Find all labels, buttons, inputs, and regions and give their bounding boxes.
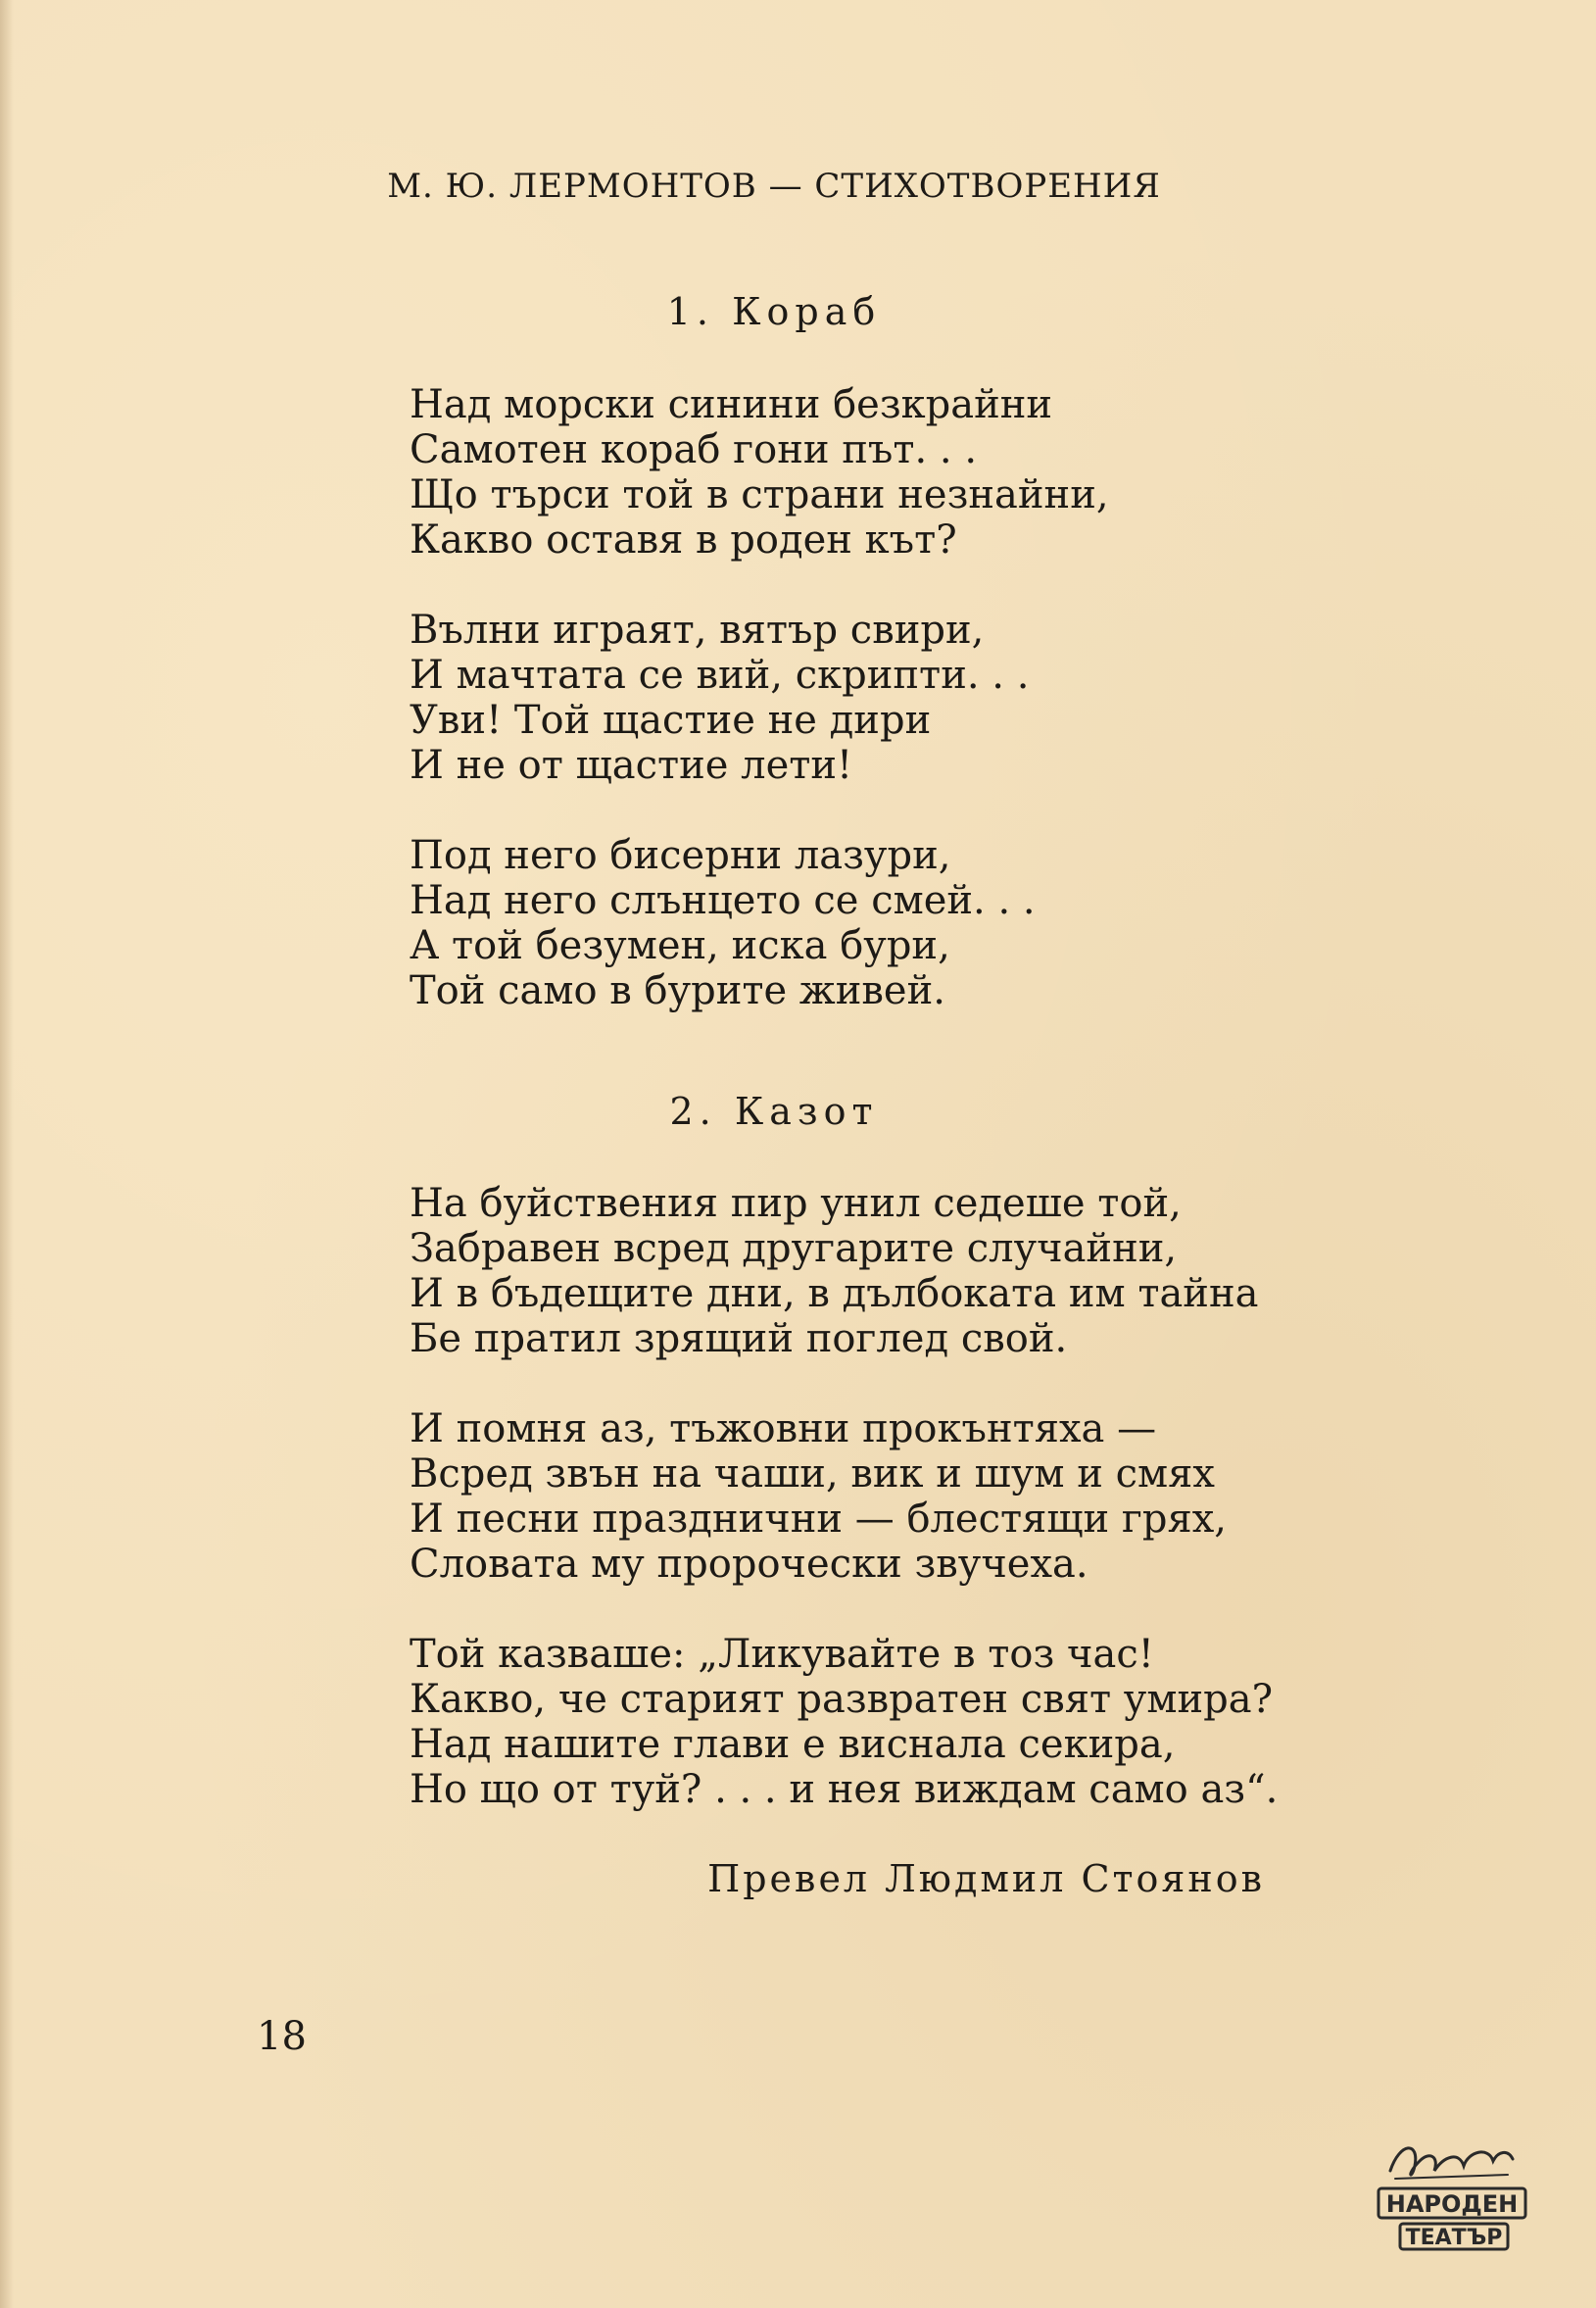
poem-line: Над морски синини безкрайни	[410, 382, 1053, 427]
logo-line1: НАРОДЕН	[1385, 2190, 1519, 2218]
poem-line: Уви! Той щастие не дири	[410, 698, 932, 743]
poem-line: И в бъдещите дни, в дълбоката им тайна	[410, 1271, 1259, 1316]
poem-line: Над него слънцето се смей. . .	[410, 878, 1036, 923]
poem-line: Забравен всред другарите случайни,	[410, 1226, 1178, 1271]
page-edge-shadow	[0, 0, 14, 2308]
poem-line: Вълни играят, вятър свири,	[410, 608, 985, 653]
poem-line: Какво оставя в роден кът?	[410, 517, 957, 563]
poem-line: И песни празднични — блестящи грях,	[410, 1497, 1228, 1542]
poem-line: Над нашите глави е виснала секира,	[410, 1722, 1176, 1767]
poem-line: И помня аз, тъжовни прокънтяха —	[410, 1406, 1157, 1451]
poem2-stanza1	[410, 1181, 1258, 1361]
poem-line: На буйствения пир унил седеше той,	[410, 1181, 1182, 1226]
poem-line: И не от щастие лети!	[410, 743, 853, 788]
national-theatre-logo-icon	[1361, 2132, 1537, 2259]
poem-line: Всред звън на чаши, вик и шум и смях	[410, 1451, 1215, 1497]
poem-line: Бе пратил зрящий поглед свой.	[410, 1316, 1068, 1361]
poem-line: Той само в бурите живей.	[410, 968, 945, 1013]
poem-line: Той казваше: „Ликувайте в тоз час!	[410, 1632, 1154, 1677]
poem1-stanza3	[410, 833, 1036, 1013]
poem-line: Но що от туй? . . . и нея виждам само аз“.	[410, 1767, 1279, 1812]
poem-line: Какво, че старият развратен свят умира?	[410, 1677, 1274, 1722]
poem-line: Словата му пророчески звучеха.	[410, 1542, 1088, 1587]
page-number: 18	[257, 2014, 307, 2059]
poem-line: А той безумен, иска бури,	[410, 923, 950, 968]
poem1-stanza1	[410, 382, 1109, 563]
running-header: М. Ю. ЛЕРМОНТОВ — СТИХОТВОРЕНИЯ	[387, 167, 1161, 206]
poem2-stanza2	[410, 1406, 1227, 1587]
translator-credit: Превел Людмил Стоянов	[707, 1857, 1265, 1900]
poem-title-kazot: 2. Казот	[669, 1090, 879, 1133]
poem-line: Самотен кораб гони път. . .	[410, 427, 978, 472]
logo-line2: ТЕАТЪР	[1405, 2226, 1503, 2250]
poem-line: Що търси той в страни незнайни,	[410, 472, 1109, 517]
poem-title-korab: 1. Кораб	[666, 290, 882, 333]
poem1-stanza2	[410, 608, 1029, 788]
poem-line: Под него бисерни лазури,	[410, 833, 951, 878]
poem-line: И мачтата се вий, скрипти. . .	[410, 653, 1030, 698]
poem2-stanza3	[410, 1632, 1278, 1812]
